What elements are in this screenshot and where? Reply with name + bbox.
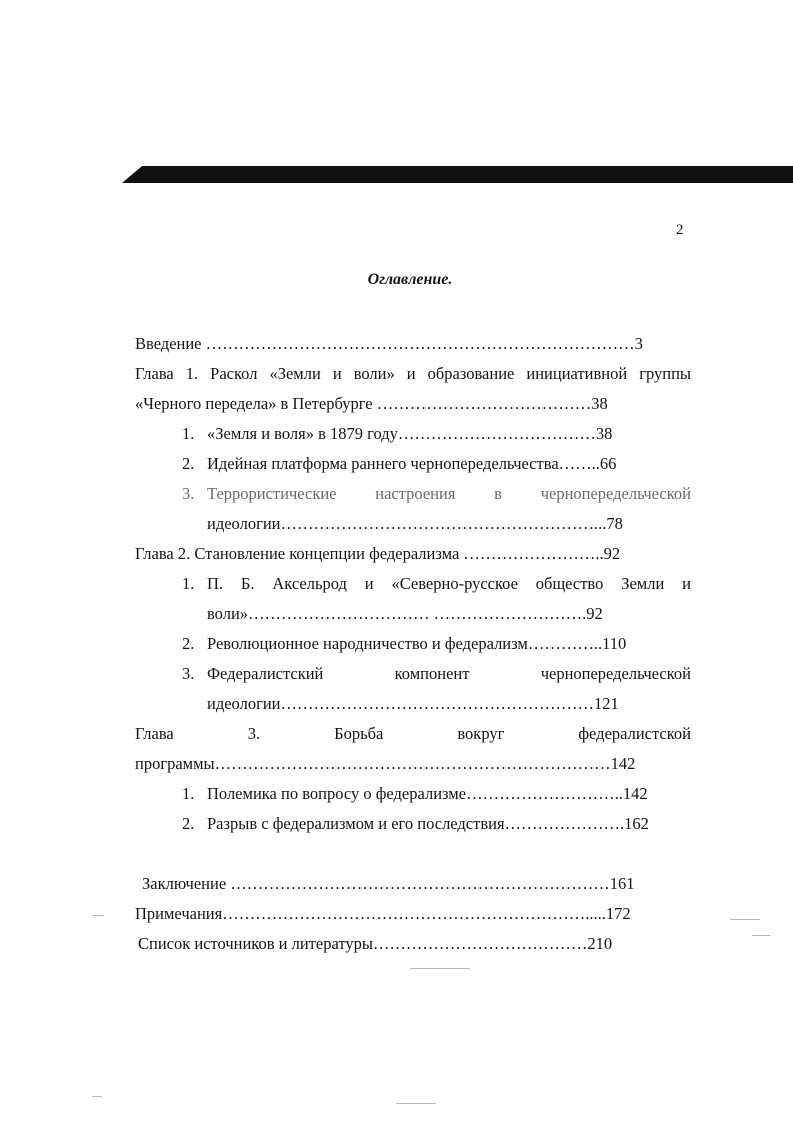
scan-noise — [752, 935, 770, 936]
scan-noise — [92, 915, 104, 916]
toc-entry-number: 3. — [182, 484, 195, 503]
toc-entry-section-2-1-continuation: воли»…………………………… ……………………….92 — [207, 604, 603, 623]
toc-entry-section-1-2: Идейная платформа раннего чернопередельчества……..66 — [207, 454, 617, 473]
toc-entry-section-2-3-continuation: идеологии…………………………………………………121 — [207, 694, 619, 713]
toc-entry-chapter-1-continuation: «Черного передела» в Петербурге …………………………………38 — [135, 394, 608, 413]
toc-entry-intro: Введение ……………………………………………………………………3 — [135, 334, 643, 353]
toc-entry-chapter-3-continuation: программы………………………………………………………………142 — [135, 754, 636, 773]
toc-entry-number: 2. — [182, 634, 195, 653]
scan-top-bar — [122, 166, 793, 183]
toc-entry-section-2-1: П. Б. Аксельрод и «Северно-русское общество Земли и — [207, 574, 691, 593]
toc-entry-section-1-3: Террористические настроения в чернопередельческой — [207, 484, 691, 503]
toc-entry-section-1-1: «Земля и воля» в 1879 году………………………………38 — [207, 424, 613, 443]
toc-entry-number: 3. — [182, 664, 195, 683]
toc-entry-number: 1. — [182, 784, 195, 803]
toc-entry-section-3-1: Полемика по вопросу о федерализме………………………..142 — [207, 784, 648, 803]
toc-entry-chapter-1-title: Глава 1. Раскол «Земли и воли» и образование инициативной группы — [135, 364, 691, 383]
scan-noise — [730, 919, 760, 920]
toc-entry-number: 1. — [182, 574, 195, 593]
toc-entry-chapter-2: Глава 2. Становление концепции федерализма ……………………..92 — [135, 544, 621, 563]
toc-entry-conclusion: Заключение ……………………………………………………………161 — [142, 874, 635, 893]
toc-entry-number: 1. — [182, 424, 195, 443]
toc-entry-section-2-2: Революционное народничество и федерализм…………..110 — [207, 634, 627, 653]
scan-noise — [410, 968, 470, 969]
scan-noise — [92, 1096, 102, 1097]
toc-entry-number: 2. — [182, 454, 195, 473]
page-number: 2 — [676, 222, 684, 238]
toc-entry-section-2-3: Федералистский компонент чернопередельческой — [207, 664, 691, 683]
toc-title: Оглавление. — [367, 271, 453, 288]
toc-entry-chapter-3-title: Глава 3. Борьба вокруг федералистской — [135, 724, 691, 743]
toc-entry-number: 2. — [182, 814, 195, 833]
toc-entry-section-1-3-continuation: идеологии…………………………………………………...78 — [207, 514, 623, 533]
toc-entry-notes: Примечания………………………………………………………….....172 — [135, 904, 631, 923]
toc-entry-section-3-2: Разрыв с федерализмом и его последствия………………….162 — [207, 814, 649, 833]
scan-noise — [396, 1103, 436, 1104]
toc-entry-sources: Список источников и литературы…………………………………210 — [138, 934, 613, 953]
